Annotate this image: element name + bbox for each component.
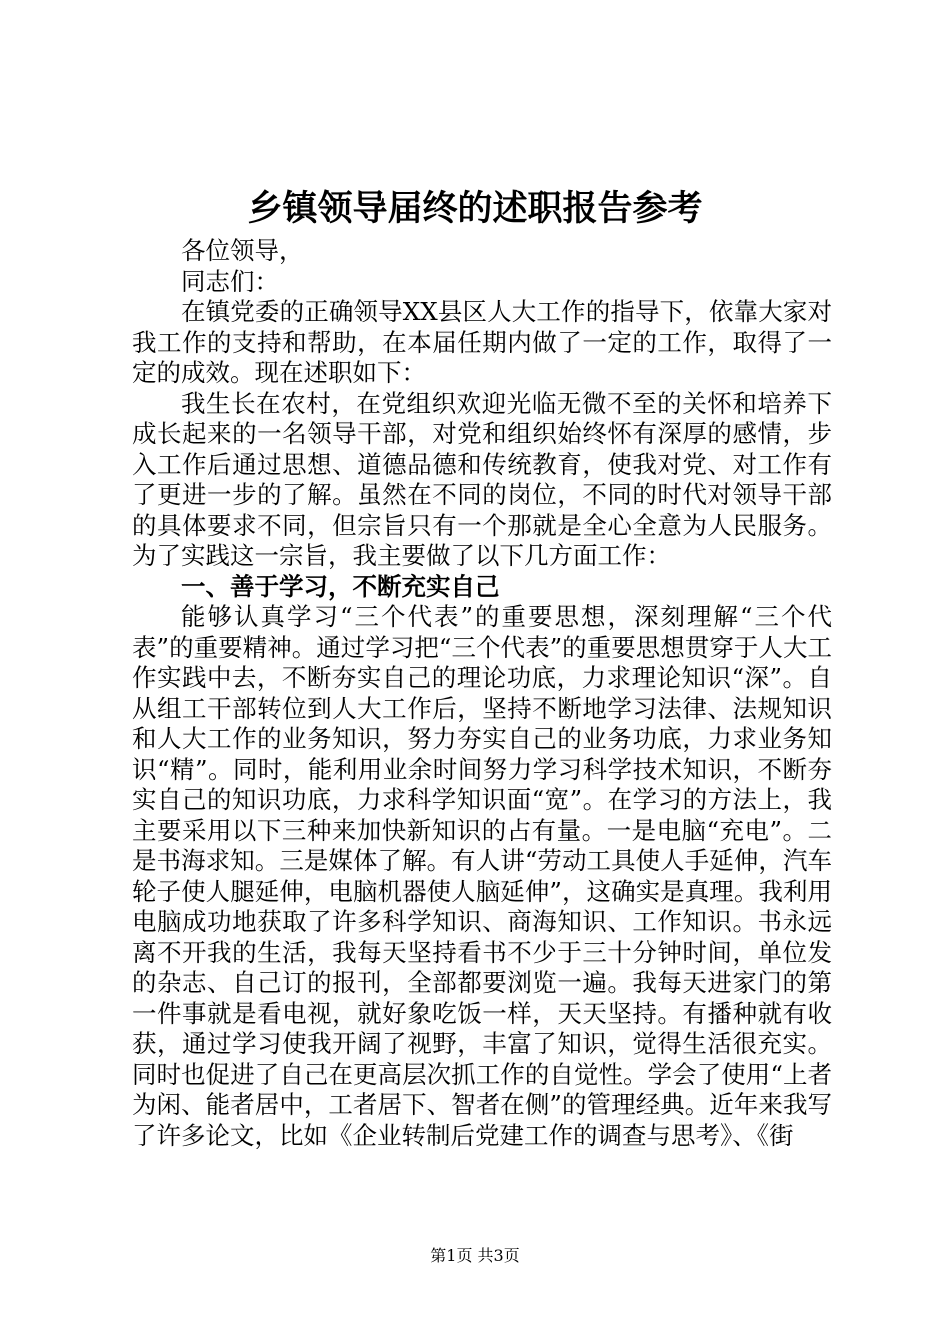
paragraph-background: 我生长在农村，在党组织欢迎光临无微不至的关怀和培养下成长起来的一名领导干部，对党和组织始终怀有深厚的感情，步入工作后通过思想、道德品德和传统教育，使我对党、对工作有了更进一步的了解。虽然在不同的岗位，不同的时代对领导干部的具体要求不同，但宗旨只有一个那就是全心全意为人民服务。为了实践这一宗旨，我主要做了以下几方面工作： (132, 388, 832, 570)
paragraph-study: 能够认真学习“三个代表”的重要思想，深刻理解“三个代表”的重要精神。通过学习把“三个代表”的重要思想贯穿于人大工作实践中去，不断夯实自己的理论功底，力求理论知识“深”。自从组工干部转位到人大工作后，坚持不断地学习法律、法规知识和人大工作的业务知识，努力夯实自己的业务功底，力求业务知识“精”。同时，能利用业余时间努力学习科学技术知识，不断夯实自己的知识功底，力求科学知识面“宽”。在学习的方法上，我主要采用以下三种来加快新知识的占有量。一是电脑“充电”。二是书海求知。三是媒体了解。有人讲“劳动工具使人手延伸，汽车轮子使人腿延伸，电脑机器使人脑延伸”，这确实是真理。我利用电脑成功地获取了许多科学知识、商海知识、工作知识。书永远离不开我的生活，我每天坚持看书不少于三十分钟时间，单位发的杂志、自己订的报刊，全部都要浏览一遍。我每天进家门的第一件事就是看电视，就好象吃饭一样，天天坚持。有播种就有收获，通过学习使我开阔了视野，丰富了知识，觉得生活很充实。同时也促进了自己在更高层次抓工作的自觉性。学会了使用“上者为闲、能者居中，工者居下、智者在侧”的管理经典。近年来我写了许多论文，比如《企业转制后党建工作的调查与思考》、《街 (132, 602, 832, 1150)
document-title: 乡镇领导届终的述职报告参考 (247, 188, 703, 229)
salutation-comrades: 同志们： (181, 266, 279, 296)
section-heading-1: 一、善于学习，不断充实自己 (181, 571, 500, 601)
page-footer: 第1页 共3页 (430, 1246, 520, 1265)
document-body (132, 236, 832, 1151)
salutation-leaders: 各位领导， (181, 236, 304, 265)
paragraph-intro: 在镇党委的正确领导XX县区人大工作的指导下，依靠大家对我工作的支持和帮助，在本届任期内做了一定的工作，取得了一定的成效。现在述职如下： (132, 297, 832, 387)
